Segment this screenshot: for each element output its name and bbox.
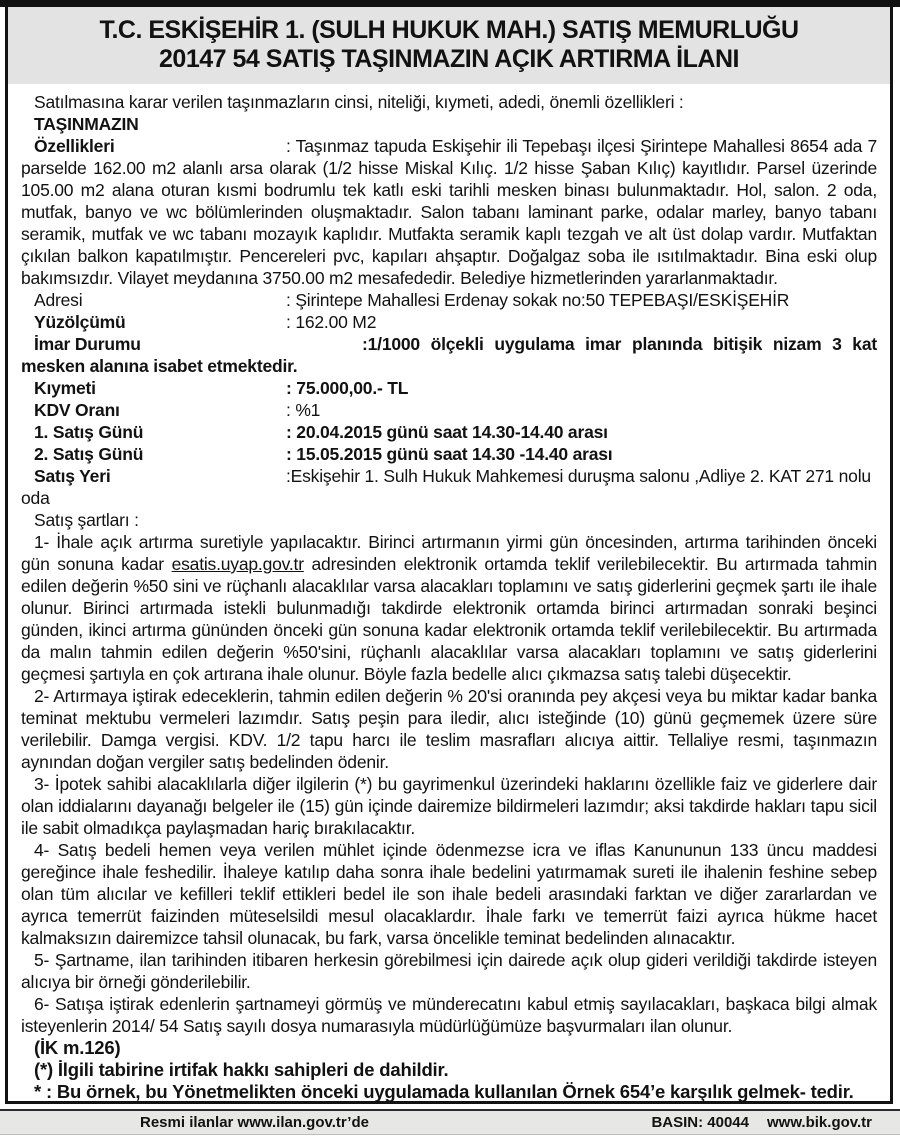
detail-label: Yüzölçümü bbox=[34, 312, 126, 332]
detail-value: : 15.05.2015 günü saat 14.30 -14.40 arası bbox=[286, 444, 613, 464]
term-item-1 bbox=[21, 531, 877, 685]
detail-label: 2. Satış Günü bbox=[34, 444, 144, 464]
term-item-6: 6- Satışa iştirak edenlerin şartnameyi görmüş ve münderecatını kabul etmiş sayılacakları, başkaca bilgi almak isteyenlerin 2014/ 54 Satış sayılı dosya numarasıyla müdürlüğümüze başvurmaları ilan olunur. bbox=[21, 994, 877, 1036]
detail-value: : 20.04.2015 günü saat 14.30-14.40 arası bbox=[286, 422, 608, 442]
detail-label: İmar Durumu bbox=[34, 334, 141, 354]
detail-row-adresi bbox=[21, 289, 877, 311]
detail-label: 1. Satış Günü bbox=[34, 422, 144, 442]
detail-row-yuzolcumu bbox=[21, 311, 877, 333]
footnote-irtifak: (*) İlgili tabirine irtifak hakkı sahipleri de dahildir. bbox=[34, 1059, 449, 1080]
term-item-2: 2- Artırmaya iştirak edeceklerin, tahmin edilen değerin % 20'si oranında pey akçesi veya bu miktar kadar banka teminat mektubu vermeleri lazımdır. Satış peşin para iledir, alıcı isteğinde (10) günü geçmemek üzere süre verilebilir. Damga vergisi. KDV. 1/2 tapu harcı ile teslim masrafları alıcıya aittir. Tellaliye resmi, taşınmazın aynından doğan vergiler satış bedelinden ödenir. bbox=[21, 686, 877, 772]
footer-resmi-ilanlar-text: Resmi ilanlar www.ilan.gov.tr’de bbox=[140, 1114, 369, 1131]
detail-row-imar-durumu bbox=[21, 333, 877, 377]
detail-row-satis-yeri bbox=[21, 465, 877, 509]
publication-footer bbox=[0, 1109, 900, 1135]
notice-title-line1: T.C. ESKİŞEHİR 1. (SULH HUKUK MAH.) SATIŞ MEMURLUĞU bbox=[99, 16, 799, 44]
detail-row-kdv-orani bbox=[21, 399, 877, 421]
footnote-ornek-654: * : Bu örnek, bu Yönetmelikten önceki uygulamada kullanılan Örnek 654’e karşılık gelmek- tedir. bbox=[34, 1081, 854, 1102]
detail-row-satis-gunu-2 bbox=[21, 443, 877, 465]
detail-value: : 162.00 M2 bbox=[286, 312, 377, 332]
detail-label: Adresi bbox=[34, 290, 83, 310]
detail-value: : %1 bbox=[286, 400, 321, 420]
detail-label: KDV Oranı bbox=[34, 400, 120, 420]
section-title: TAŞINMAZIN bbox=[34, 114, 139, 134]
detail-row-ozellikleri bbox=[21, 135, 877, 289]
term-1-text: 1- İhale açık artırma suretiyle yapılacaktır. Birinci artırmanın yirmi gün öncesinden, artırma tarihinden önceki gün sonuna kadar bbox=[21, 532, 877, 574]
detail-row-satis-gunu-1 bbox=[21, 421, 877, 443]
detail-value: : Şirintepe Mahallesi Erdenay sokak no:50 TEPEBAŞI/ESKİŞEHİR bbox=[286, 290, 790, 310]
notice-body bbox=[8, 84, 890, 1103]
footer-bik-url-text: www.bik.gov.tr bbox=[766, 1114, 872, 1131]
detail-label: Satış Yeri bbox=[34, 466, 111, 486]
footer-basin-number: BASIN: 40044 bbox=[651, 1114, 749, 1131]
detail-label: Kıymeti bbox=[34, 378, 96, 398]
detail-value: :1/1000 ölçekli uygulama imar planında bitişik nizam 3 kat mesken alanına isabet etmektedir. bbox=[21, 334, 877, 376]
detail-value: :Eskişehir 1. Sulh Hukuk Mahkemesi duruşma salonu ,Adliye 2. KAT 271 nolu oda bbox=[21, 466, 871, 508]
top-rule bbox=[0, 0, 900, 7]
detail-value: : Taşınmaz tapuda Eskişehir ili Tepebaşı ilçesi Şirintepe Mahallesi 8654 ada 7 parselde 162.00 m2 alanlı arsa olarak (1/2 hisse Miskal Kılıç. 1/2 hisse Şaban Kılıç) kayıtlıdır. Parsel üzerinde 105.00 m2 alana oturan kısmi bodrumlu tek katlı eski tarihli mesken binası bulunmaktadır. Hol, salon. 2 oda, mutfak, banyo ve wc bölümlerinden oluşmaktadır. Salon tabanı laminant parke, odalar marley, banyo tabanı seramik, mutfak ve wc tabanı mozayık kaplıdır. Mutfakta seramik kaplı tezgah ve alt üst dolap vardır. Mutfaktan çıkılan balkon kapatılmıştır. Pencereleri pvc, kapıları ahşaptır. Doğalgaz soba ile ısıtılmaktadır. Bina eski olup bakımsızdır. Vilayet meydanına 3750.00 m2 mesafededir. Belediye hizmetlerinden yararlanmaktadır. bbox=[21, 136, 877, 288]
footer-right-group bbox=[651, 1114, 872, 1131]
esatis-url-text: esatis.uyap.gov.tr bbox=[171, 554, 304, 574]
detail-label: Özellikleri bbox=[34, 136, 115, 156]
detail-row-kiymeti bbox=[21, 377, 877, 399]
notice-document bbox=[5, 7, 893, 1104]
term-item-5: 5- Şartname, ilan tarihinden itibaren herkesin görebilmesi için dairede açık olup gideri verildiği takdirde isteyen alıcıya bir örneği gönderilebilir. bbox=[21, 950, 877, 992]
term-item-3: 3- İpotek sahibi alacaklılarla diğer ilgilerin (*) bu gayrimenkul üzerindeki haklarını özellikle faiz ve giderlere dair olan iddialarını dayanağı belgeler ile (15) gün içinde dairemize bildirmeleri lazımdır; aksi takdirde hakları tapu sicil ile sabit olmadıkça paylaşmadan hariç bırakılacaktır. bbox=[21, 774, 877, 838]
term-1-text-continued: adresinden elektronik ortamda teklif verilebilecektir. Bu artırmada tahmin edilen değerin %50 sini ve rüçhanlı alacaklılar varsa alacakları toplamını ve satış giderlerini geçmek şartı ile ihale olunur. Birinci artırmada istekli bulunmadığı takdirde elektronik ortamda birinci artırmadan sonraki beşinci günden, ikinci artırma gününden önceki gün sonuna kadar elektronik ortamda teklif verilebilecektir. Bu artırmada da malın tahmin edilen değerin %50'sini, rüçhanlı alacaklılar varsa alacakları toplamını ve satış giderlerini geçmesi şartıyla en çok artırana ihale olunur. Böyle fazla bedelle alıcı çıkmazsa satış talebi düşecektir. bbox=[21, 554, 877, 684]
detail-value: : 75.000,00.- TL bbox=[286, 378, 409, 398]
terms-heading: Satış şartları : bbox=[34, 510, 139, 530]
footnote-ik-m126: (İK m.126) bbox=[34, 1037, 121, 1058]
notice-title-line2: 20147 54 SATIŞ TAŞINMAZIN AÇIK ARTIRMA İLANI bbox=[159, 45, 739, 73]
term-item-4: 4- Satış bedeli hemen veya verilen mühlet içinde ödenmezse icra ve iflas Kanununun 133 üncu maddesi gereğince ihale feshedilir. İhaleye katılıp daha sonra ihale bedelini yatırmamak sureti ile ihalenin feshine sebep olan tüm alıcılar ve kefilleri teklif ettikleri bedel ile son ihale bedeli arasındaki farktan ve diğer zararlardan ve ayrıca temerrüt faizinden müteselsildi mesul olacaklardır. İhale farkı ve temerrüt faizi ayrıca hükme hacet kalmaksızın dairemizce tahsil olunacak, bu fark, varsa öncelikle teminat bedelinden alınacaktır. bbox=[21, 840, 877, 948]
notice-header bbox=[8, 7, 890, 84]
intro-line: Satılmasına karar verilen taşınmazların cinsi, niteliği, kıymeti, adedi, önemli özellikleri : bbox=[34, 92, 684, 112]
